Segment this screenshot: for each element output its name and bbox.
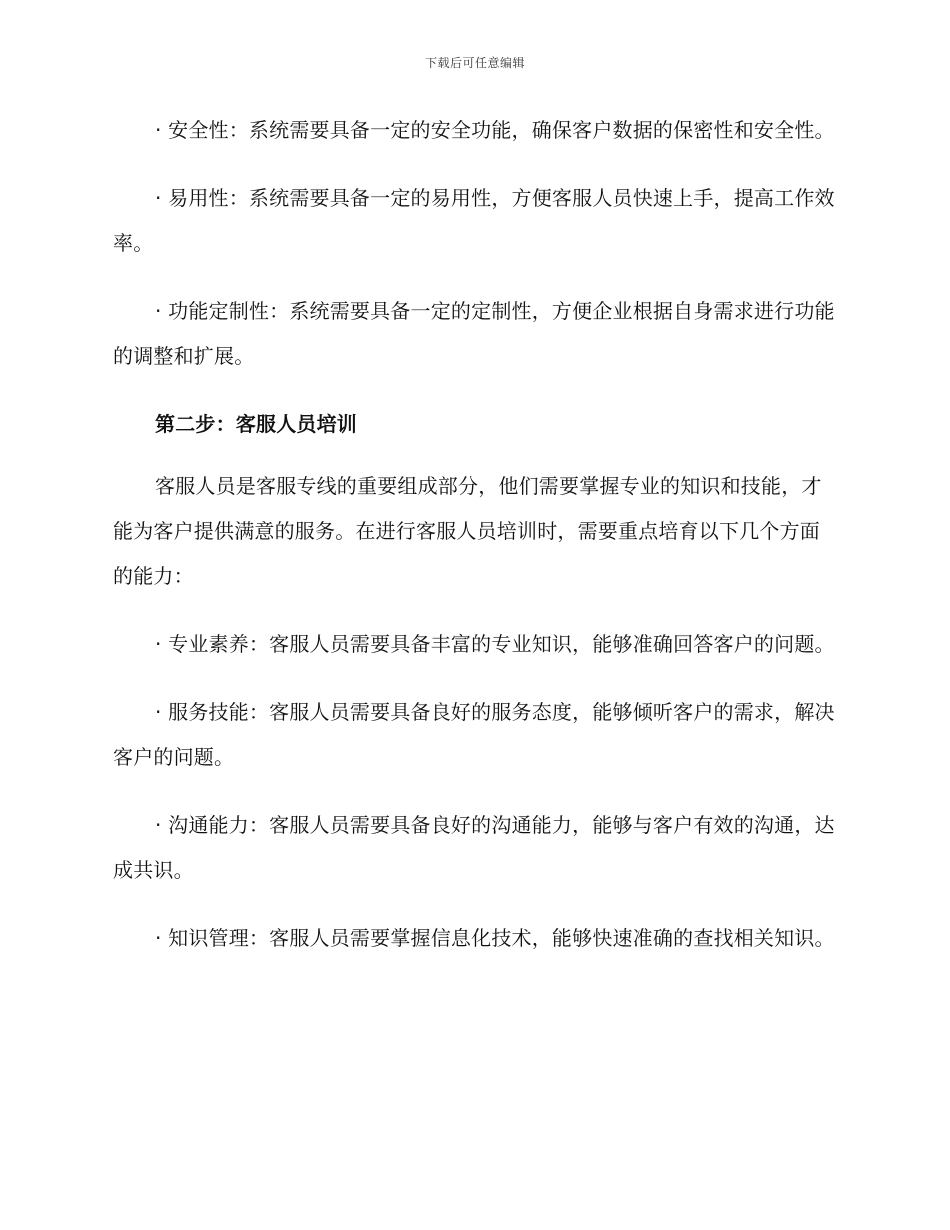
intro-paragraph: 客服人员是客服专线的重要组成部分，他们需要掌握专业的知识和技能，才能为客户提供满意的服务。在进行客服人员培训时，需要重点培育以下几个方面的能力：	[113, 474, 822, 588]
bullet-communication: · 沟通能力：客服人员需要具备良好的沟通能力，能够与客户有效的沟通，达成共识。	[113, 813, 835, 882]
bullet-customizability: · 功能定制性：系统需要具备一定的定制性，方便企业根据自身需求进行功能的调整和扩展。	[113, 299, 835, 368]
document-body	[113, 108, 835, 984]
bullet-knowledge-management: · 知识管理：客服人员需要掌握信息化技术，能够快速准确的查找相关知识。	[155, 926, 835, 950]
bullet-professionalism: · 专业素养：客服人员需要具备丰富的专业知识，能够准确回答客户的问题。	[155, 632, 835, 656]
bullet-usability: · 易用性：系统需要具备一定的易用性，方便客服人员快速上手，提高工作效率。	[113, 186, 835, 255]
bullet-security: · 安全性：系统需要具备一定的安全功能，确保客户数据的保密性和安全性。	[155, 118, 835, 142]
bullet-service-skills: · 服务技能：客服人员需要具备良好的服务态度，能够倾听客户的需求，解决客户的问题。	[113, 700, 835, 769]
section-heading: 第二步：客服人员培训	[155, 412, 357, 436]
page-header: 下载后可任意编辑	[424, 56, 525, 70]
